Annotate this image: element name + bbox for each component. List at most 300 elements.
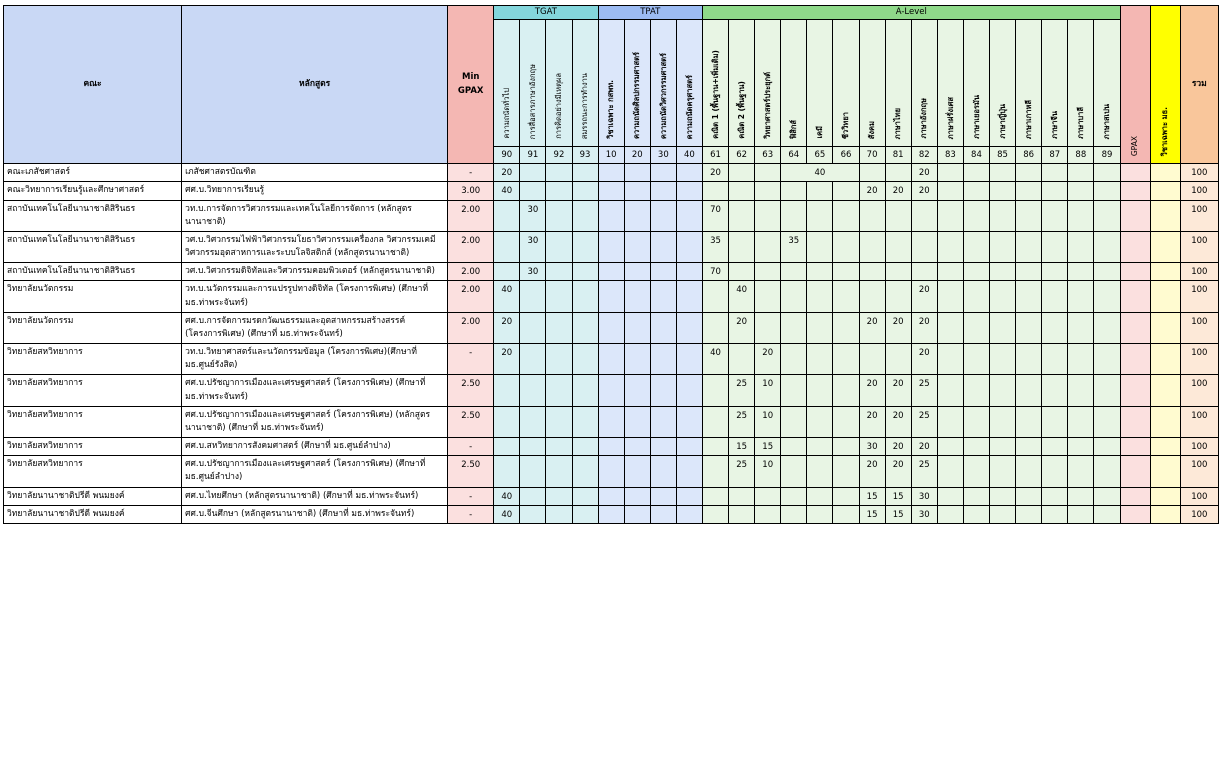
tgat-score-cell[interactable] (546, 231, 572, 262)
alevel-score-cell[interactable] (781, 375, 807, 406)
special-cell[interactable] (1150, 487, 1180, 505)
alevel-score-cell[interactable] (885, 164, 911, 182)
tpat-score-cell[interactable] (598, 182, 624, 200)
alevel-score-cell[interactable] (833, 505, 859, 523)
tgat-score-cell[interactable] (520, 182, 546, 200)
min-gpax-cell[interactable]: - (448, 438, 494, 456)
alevel-score-cell[interactable] (1094, 487, 1120, 505)
min-gpax-cell[interactable]: 2.00 (448, 263, 494, 281)
tgat-score-cell[interactable] (572, 375, 598, 406)
program-cell[interactable]: ศศ.บ.จีนศึกษา (หลักสูตรนานาชาติ) (ศึกษาที่ มธ.ท่าพระจันทร์) (182, 505, 448, 523)
alevel-score-cell[interactable] (833, 231, 859, 262)
total-cell[interactable]: 100 (1180, 438, 1218, 456)
tpat-score-cell[interactable] (650, 281, 676, 312)
tgat-score-cell[interactable]: 30 (520, 231, 546, 262)
header-alevel-62[interactable] (729, 20, 755, 147)
alevel-score-cell[interactable] (807, 456, 833, 487)
header-special[interactable] (1150, 6, 1180, 164)
program-cell[interactable]: วศ.บ.วิศวกรรมดิจิทัลและวิศวกรรมคอมพิวเตอร์ (หลักสูตรนานาชาติ) (182, 263, 448, 281)
alevel-score-cell[interactable]: 15 (755, 438, 781, 456)
total-cell[interactable]: 100 (1180, 456, 1218, 487)
alevel-score-cell[interactable] (807, 344, 833, 375)
alevel-score-cell[interactable] (833, 438, 859, 456)
alevel-score-cell[interactable]: 30 (911, 505, 937, 523)
alevel-score-cell[interactable] (885, 344, 911, 375)
alevel-score-cell[interactable] (807, 406, 833, 437)
tgat-score-cell[interactable] (520, 164, 546, 182)
alevel-score-cell[interactable] (781, 263, 807, 281)
tgat-score-cell[interactable] (546, 375, 572, 406)
header-alevel-84[interactable] (963, 20, 989, 147)
alevel-score-cell[interactable] (1042, 505, 1068, 523)
alevel-score-cell[interactable] (1042, 200, 1068, 231)
tgat-score-cell[interactable] (520, 456, 546, 487)
tpat-score-cell[interactable] (650, 487, 676, 505)
alevel-score-cell[interactable] (1068, 438, 1094, 456)
alevel-score-cell[interactable] (963, 505, 989, 523)
alevel-score-cell[interactable] (1016, 281, 1042, 312)
special-cell[interactable] (1150, 200, 1180, 231)
alevel-score-cell[interactable] (781, 200, 807, 231)
alevel-score-cell[interactable] (990, 375, 1016, 406)
alevel-score-cell[interactable]: 15 (729, 438, 755, 456)
alevel-score-cell[interactable] (1094, 200, 1120, 231)
faculty-cell[interactable]: วิทยาลัยสหวิทยาการ (4, 375, 182, 406)
alevel-score-cell[interactable] (937, 164, 963, 182)
alevel-score-cell[interactable] (1042, 281, 1068, 312)
special-cell[interactable] (1150, 456, 1180, 487)
alevel-score-cell[interactable] (729, 263, 755, 281)
alevel-score-cell[interactable] (1042, 406, 1068, 437)
alevel-score-cell[interactable] (963, 200, 989, 231)
alevel-score-cell[interactable] (937, 344, 963, 375)
faculty-cell[interactable]: วิทยาลัยนานาชาติปรีดี พนมยงค์ (4, 487, 182, 505)
tpat-score-cell[interactable] (624, 375, 650, 406)
special-cell[interactable] (1150, 231, 1180, 262)
alevel-score-cell[interactable] (729, 487, 755, 505)
header-tpat-40[interactable] (676, 20, 702, 147)
tgat-score-cell[interactable] (520, 505, 546, 523)
alevel-score-cell[interactable] (963, 456, 989, 487)
alevel-score-cell[interactable] (963, 406, 989, 437)
alevel-score-cell[interactable] (833, 263, 859, 281)
alevel-score-cell[interactable] (937, 438, 963, 456)
alevel-score-cell[interactable] (1042, 231, 1068, 262)
alevel-score-cell[interactable] (963, 487, 989, 505)
alevel-score-cell[interactable] (1042, 456, 1068, 487)
tpat-score-cell[interactable] (650, 344, 676, 375)
header-program[interactable]: หลักสูตร (182, 6, 448, 164)
alevel-score-cell[interactable] (859, 263, 885, 281)
total-cell[interactable]: 100 (1180, 164, 1218, 182)
alevel-score-cell[interactable]: 20 (911, 312, 937, 343)
faculty-cell[interactable]: วิทยาลัยสหวิทยาการ (4, 344, 182, 375)
min-gpax-cell[interactable]: - (448, 344, 494, 375)
alevel-score-cell[interactable] (963, 438, 989, 456)
special-cell[interactable] (1150, 406, 1180, 437)
header-alevel-66[interactable] (833, 20, 859, 147)
program-cell[interactable]: ศศ.บ.ปรัชญาการเมืองและเศรษฐศาสตร์ (โครงการพิเศษ) (ศึกษาที่ มธ.ท่าพระจันทร์) (182, 375, 448, 406)
header-alevel-86[interactable] (1016, 20, 1042, 147)
tpat-score-cell[interactable] (676, 263, 702, 281)
alevel-score-cell[interactable] (1016, 263, 1042, 281)
program-cell[interactable]: เภสัชศาสตรบัณฑิต (182, 164, 448, 182)
tpat-score-cell[interactable] (624, 312, 650, 343)
alevel-score-cell[interactable]: 20 (859, 456, 885, 487)
program-cell[interactable]: ศศ.บ.วิทยาการเรียนรู้ (182, 182, 448, 200)
alevel-score-cell[interactable] (1042, 344, 1068, 375)
tpat-score-cell[interactable] (598, 456, 624, 487)
tgat-score-cell[interactable]: 20 (494, 344, 520, 375)
header-alevel-88[interactable] (1068, 20, 1094, 147)
program-cell[interactable]: วท.บ.การจัดการวิศวกรรมและเทคโนโลยีการจัดการ (หลักสูตรนานาชาติ) (182, 200, 448, 231)
program-cell[interactable]: ศศ.บ.ปรัชญาการเมืองและเศรษฐศาสตร์ (โครงการพิเศษ) (ศึกษาที่ มธ.ศูนย์ลำปาง) (182, 456, 448, 487)
alevel-score-cell[interactable] (833, 312, 859, 343)
header-tpat-30[interactable] (650, 20, 676, 147)
tgat-score-cell[interactable]: 40 (494, 505, 520, 523)
alevel-score-cell[interactable] (859, 164, 885, 182)
program-cell[interactable]: วท.บ.วิทยาศาสตร์และนวัตกรรมข้อมูล (โครงการพิเศษ)(ศึกษาที่ มธ.ศูนย์รังสิต) (182, 344, 448, 375)
tpat-score-cell[interactable] (650, 164, 676, 182)
alevel-score-cell[interactable] (702, 375, 728, 406)
total-cell[interactable]: 100 (1180, 312, 1218, 343)
alevel-score-cell[interactable]: 40 (702, 344, 728, 375)
tpat-score-cell[interactable] (650, 182, 676, 200)
header-gpax[interactable] (1120, 6, 1150, 164)
alevel-score-cell[interactable] (729, 231, 755, 262)
tgat-score-cell[interactable] (546, 182, 572, 200)
alevel-score-cell[interactable] (807, 487, 833, 505)
min-gpax-cell[interactable]: - (448, 505, 494, 523)
alevel-score-cell[interactable] (729, 344, 755, 375)
alevel-score-cell[interactable] (1094, 182, 1120, 200)
faculty-cell[interactable]: สถาบันเทคโนโลยีนานาชาติสิรินธร (4, 200, 182, 231)
tpat-score-cell[interactable] (624, 263, 650, 281)
alevel-score-cell[interactable] (807, 505, 833, 523)
alevel-score-cell[interactable] (1068, 505, 1094, 523)
alevel-score-cell[interactable]: 20 (885, 406, 911, 437)
tgat-score-cell[interactable]: 20 (494, 312, 520, 343)
alevel-score-cell[interactable]: 20 (885, 375, 911, 406)
header-alevel-83[interactable] (937, 20, 963, 147)
tgat-score-cell[interactable] (546, 505, 572, 523)
gpax-cell[interactable] (1120, 231, 1150, 262)
alevel-score-cell[interactable]: 25 (911, 375, 937, 406)
alevel-score-cell[interactable]: 35 (781, 231, 807, 262)
tgat-score-cell[interactable] (520, 406, 546, 437)
header-alevel-85[interactable] (990, 20, 1016, 147)
tgat-score-cell[interactable] (494, 200, 520, 231)
alevel-score-cell[interactable] (990, 164, 1016, 182)
alevel-score-cell[interactable] (1042, 375, 1068, 406)
alevel-score-cell[interactable] (990, 182, 1016, 200)
alevel-score-cell[interactable] (1094, 406, 1120, 437)
alevel-score-cell[interactable] (1016, 200, 1042, 231)
tpat-score-cell[interactable] (598, 231, 624, 262)
program-cell[interactable]: ศศ.บ.ปรัชญาการเมืองและเศรษฐศาสตร์ (โครงการพิเศษ) (หลักสูตรนานาชาติ) (ศึกษาที่ มธ.ท่าพระจันทร์) (182, 406, 448, 437)
alevel-score-cell[interactable] (1068, 263, 1094, 281)
alevel-score-cell[interactable] (990, 312, 1016, 343)
alevel-score-cell[interactable] (729, 505, 755, 523)
alevel-score-cell[interactable] (833, 375, 859, 406)
tpat-score-cell[interactable] (676, 505, 702, 523)
gpax-cell[interactable] (1120, 182, 1150, 200)
special-cell[interactable] (1150, 312, 1180, 343)
alevel-score-cell[interactable] (963, 231, 989, 262)
header-alevel-89[interactable] (1094, 20, 1120, 147)
alevel-score-cell[interactable] (833, 406, 859, 437)
gpax-cell[interactable] (1120, 200, 1150, 231)
special-cell[interactable] (1150, 182, 1180, 200)
alevel-score-cell[interactable]: 25 (729, 406, 755, 437)
tpat-score-cell[interactable] (650, 375, 676, 406)
alevel-score-cell[interactable] (1068, 164, 1094, 182)
tgat-score-cell[interactable] (546, 438, 572, 456)
alevel-score-cell[interactable] (729, 200, 755, 231)
min-gpax-cell[interactable]: 2.50 (448, 406, 494, 437)
tpat-score-cell[interactable] (676, 487, 702, 505)
alevel-score-cell[interactable] (1016, 231, 1042, 262)
tpat-score-cell[interactable] (624, 487, 650, 505)
tgat-score-cell[interactable] (520, 312, 546, 343)
alevel-score-cell[interactable]: 20 (859, 406, 885, 437)
alevel-score-cell[interactable]: 25 (729, 456, 755, 487)
special-cell[interactable] (1150, 505, 1180, 523)
tgat-score-cell[interactable] (572, 263, 598, 281)
special-cell[interactable] (1150, 281, 1180, 312)
alevel-score-cell[interactable] (833, 182, 859, 200)
header-alevel-61[interactable] (702, 20, 728, 147)
alevel-score-cell[interactable]: 15 (859, 505, 885, 523)
tpat-score-cell[interactable] (624, 344, 650, 375)
program-cell[interactable]: ศศ.บ.สหวิทยาการสังคมศาสตร์ (ศึกษาที่ มธ.ศูนย์ลำปาง) (182, 438, 448, 456)
alevel-score-cell[interactable] (937, 200, 963, 231)
alevel-score-cell[interactable]: 20 (911, 344, 937, 375)
alevel-score-cell[interactable]: 40 (781, 164, 859, 182)
alevel-score-cell[interactable] (702, 281, 728, 312)
alevel-score-cell[interactable] (781, 505, 807, 523)
header-tgat-90[interactable] (494, 20, 520, 147)
tgat-score-cell[interactable] (546, 487, 572, 505)
alevel-score-cell[interactable] (937, 487, 963, 505)
alevel-score-cell[interactable] (990, 263, 1016, 281)
tpat-score-cell[interactable] (676, 456, 702, 487)
alevel-score-cell[interactable]: 15 (885, 487, 911, 505)
alevel-score-cell[interactable] (1068, 200, 1094, 231)
alevel-score-cell[interactable]: 70 (702, 200, 728, 231)
tpat-score-cell[interactable] (676, 164, 702, 182)
alevel-score-cell[interactable]: 15 (859, 487, 885, 505)
alevel-score-cell[interactable]: 25 (729, 375, 755, 406)
alevel-score-cell[interactable] (990, 231, 1016, 262)
header-tpat[interactable]: TPAT (598, 6, 702, 20)
alevel-score-cell[interactable] (807, 182, 833, 200)
tpat-score-cell[interactable] (624, 406, 650, 437)
alevel-score-cell[interactable] (781, 281, 807, 312)
alevel-score-cell[interactable] (1042, 438, 1068, 456)
alevel-score-cell[interactable] (937, 505, 963, 523)
tpat-score-cell[interactable] (650, 312, 676, 343)
min-gpax-cell[interactable]: 2.00 (448, 200, 494, 231)
alevel-score-cell[interactable] (781, 438, 807, 456)
alevel-score-cell[interactable] (1016, 182, 1042, 200)
alevel-score-cell[interactable] (1094, 231, 1120, 262)
alevel-score-cell[interactable]: 20 (885, 182, 911, 200)
alevel-score-cell[interactable] (990, 438, 1016, 456)
min-gpax-cell[interactable]: 2.00 (448, 312, 494, 343)
alevel-score-cell[interactable] (729, 182, 755, 200)
total-cell[interactable]: 100 (1180, 375, 1218, 406)
tgat-score-cell[interactable]: 30 (520, 200, 546, 231)
tgat-score-cell[interactable] (494, 438, 520, 456)
alevel-score-cell[interactable]: 25 (911, 456, 937, 487)
alevel-score-cell[interactable]: 25 (911, 406, 937, 437)
alevel-score-cell[interactable]: 20 (859, 375, 885, 406)
alevel-score-cell[interactable] (781, 182, 807, 200)
alevel-score-cell[interactable] (1016, 312, 1042, 343)
tgat-score-cell[interactable] (572, 200, 598, 231)
tgat-score-cell[interactable]: 40 (494, 281, 520, 312)
alevel-score-cell[interactable] (781, 456, 807, 487)
tpat-score-cell[interactable] (650, 406, 676, 437)
tpat-score-cell[interactable] (676, 231, 702, 262)
alevel-score-cell[interactable] (702, 456, 728, 487)
alevel-score-cell[interactable] (1042, 263, 1068, 281)
alevel-score-cell[interactable] (807, 200, 833, 231)
alevel-score-cell[interactable] (781, 406, 807, 437)
tpat-score-cell[interactable] (676, 375, 702, 406)
alevel-score-cell[interactable] (1068, 375, 1094, 406)
alevel-score-cell[interactable] (1094, 438, 1120, 456)
alevel-score-cell[interactable] (990, 406, 1016, 437)
program-cell[interactable]: วท.บ.นวัตกรรมและการแปรรูปทางดิจิทัล (โครงการพิเศษ) (ศึกษาที่ มธ.ท่าพระจันทร์) (182, 281, 448, 312)
faculty-cell[interactable]: วิทยาลัยสหวิทยาการ (4, 406, 182, 437)
alevel-score-cell[interactable] (833, 456, 859, 487)
header-alevel-82[interactable] (911, 20, 937, 147)
tgat-score-cell[interactable] (520, 375, 546, 406)
total-cell[interactable]: 100 (1180, 182, 1218, 200)
header-tgat-92[interactable] (546, 20, 572, 147)
tgat-score-cell[interactable] (572, 182, 598, 200)
alevel-score-cell[interactable] (885, 231, 911, 262)
alevel-score-cell[interactable] (807, 312, 833, 343)
alevel-score-cell[interactable] (1068, 487, 1094, 505)
tgat-score-cell[interactable]: 40 (494, 487, 520, 505)
tpat-score-cell[interactable] (650, 231, 676, 262)
alevel-score-cell[interactable] (781, 312, 807, 343)
alevel-score-cell[interactable] (1094, 344, 1120, 375)
faculty-cell[interactable]: คณะวิทยาการเรียนรู้และศึกษาศาสตร์ (4, 182, 182, 200)
tpat-score-cell[interactable] (598, 164, 624, 182)
alevel-score-cell[interactable]: 20 (859, 312, 885, 343)
tgat-score-cell[interactable] (572, 438, 598, 456)
alevel-score-cell[interactable] (1094, 312, 1120, 343)
tpat-score-cell[interactable] (598, 312, 624, 343)
tpat-score-cell[interactable] (598, 344, 624, 375)
tgat-score-cell[interactable] (572, 456, 598, 487)
tgat-score-cell[interactable] (572, 505, 598, 523)
tpat-score-cell[interactable] (598, 487, 624, 505)
alevel-score-cell[interactable] (755, 505, 781, 523)
alevel-score-cell[interactable]: 30 (859, 438, 885, 456)
tgat-score-cell[interactable] (546, 164, 572, 182)
alevel-score-cell[interactable] (990, 344, 1016, 375)
tpat-score-cell[interactable] (624, 456, 650, 487)
alevel-score-cell[interactable] (990, 487, 1016, 505)
faculty-cell[interactable]: สถาบันเทคโนโลยีนานาชาติสิรินธร (4, 231, 182, 262)
faculty-cell[interactable]: คณะเภสัชศาสตร์ (4, 164, 182, 182)
tpat-score-cell[interactable] (624, 505, 650, 523)
tgat-score-cell[interactable]: 20 (494, 164, 520, 182)
alevel-score-cell[interactable]: 10 (755, 375, 781, 406)
header-tpat-10[interactable] (598, 20, 624, 147)
tpat-score-cell[interactable] (676, 200, 702, 231)
faculty-cell[interactable]: สถาบันเทคโนโลยีนานาชาติสิรินธร (4, 263, 182, 281)
alevel-score-cell[interactable]: 20 (729, 312, 755, 343)
alevel-score-cell[interactable] (1016, 164, 1042, 182)
alevel-score-cell[interactable] (1016, 456, 1042, 487)
alevel-score-cell[interactable] (755, 281, 781, 312)
alevel-score-cell[interactable] (1068, 281, 1094, 312)
alevel-score-cell[interactable] (1094, 164, 1120, 182)
alevel-score-cell[interactable] (990, 281, 1016, 312)
alevel-score-cell[interactable] (859, 200, 885, 231)
tgat-score-cell[interactable] (572, 487, 598, 505)
alevel-score-cell[interactable]: 20 (911, 281, 937, 312)
special-cell[interactable] (1150, 375, 1180, 406)
faculty-cell[interactable]: วิทยาลัยสหวิทยาการ (4, 438, 182, 456)
alevel-score-cell[interactable] (702, 505, 728, 523)
alevel-score-cell[interactable]: 10 (755, 456, 781, 487)
min-gpax-cell[interactable]: - (448, 487, 494, 505)
alevel-score-cell[interactable]: 30 (911, 487, 937, 505)
faculty-cell[interactable]: วิทยาลัยนวัตกรรม (4, 312, 182, 343)
alevel-score-cell[interactable] (963, 375, 989, 406)
alevel-score-cell[interactable] (1042, 487, 1068, 505)
alevel-score-cell[interactable] (885, 200, 911, 231)
alevel-score-cell[interactable] (781, 344, 807, 375)
alevel-score-cell[interactable] (755, 487, 781, 505)
tgat-score-cell[interactable] (572, 231, 598, 262)
tpat-score-cell[interactable] (624, 231, 650, 262)
header-alevel-70[interactable] (859, 20, 885, 147)
alevel-score-cell[interactable] (1068, 456, 1094, 487)
program-cell[interactable]: ศศ.บ.ไทยศึกษา (หลักสูตรนานาชาติ) (ศึกษาที่ มธ.ท่าพระจันทร์) (182, 487, 448, 505)
gpax-cell[interactable] (1120, 505, 1150, 523)
total-cell[interactable]: 100 (1180, 200, 1218, 231)
alevel-score-cell[interactable] (807, 281, 833, 312)
tpat-score-cell[interactable] (598, 375, 624, 406)
alevel-score-cell[interactable] (963, 182, 989, 200)
alevel-score-cell[interactable]: 20 (885, 456, 911, 487)
program-cell[interactable]: วศ.บ.วิศวกรรมไฟฟ้าวิศวกรรมโยธาวิศวกรรมเครื่องกล วิศวกรรมเคมีวิศวกรรมอุตสาหการและระบบโลจิสติกส์ (หลักสูตรนานาชาติ) (182, 231, 448, 262)
gpax-cell[interactable] (1120, 281, 1150, 312)
alevel-score-cell[interactable] (729, 164, 755, 182)
alevel-score-cell[interactable] (937, 263, 963, 281)
alevel-score-cell[interactable]: 20 (911, 164, 937, 182)
alevel-score-cell[interactable] (1094, 263, 1120, 281)
alevel-score-cell[interactable] (833, 281, 859, 312)
gpax-cell[interactable] (1120, 344, 1150, 375)
alevel-score-cell[interactable] (833, 487, 859, 505)
alevel-score-cell[interactable] (859, 231, 885, 262)
alevel-score-cell[interactable] (702, 312, 728, 343)
alevel-score-cell[interactable]: 20 (911, 438, 937, 456)
alevel-score-cell[interactable]: 20 (859, 182, 885, 200)
tpat-score-cell[interactable] (624, 200, 650, 231)
alevel-score-cell[interactable] (990, 456, 1016, 487)
tpat-score-cell[interactable] (650, 263, 676, 281)
